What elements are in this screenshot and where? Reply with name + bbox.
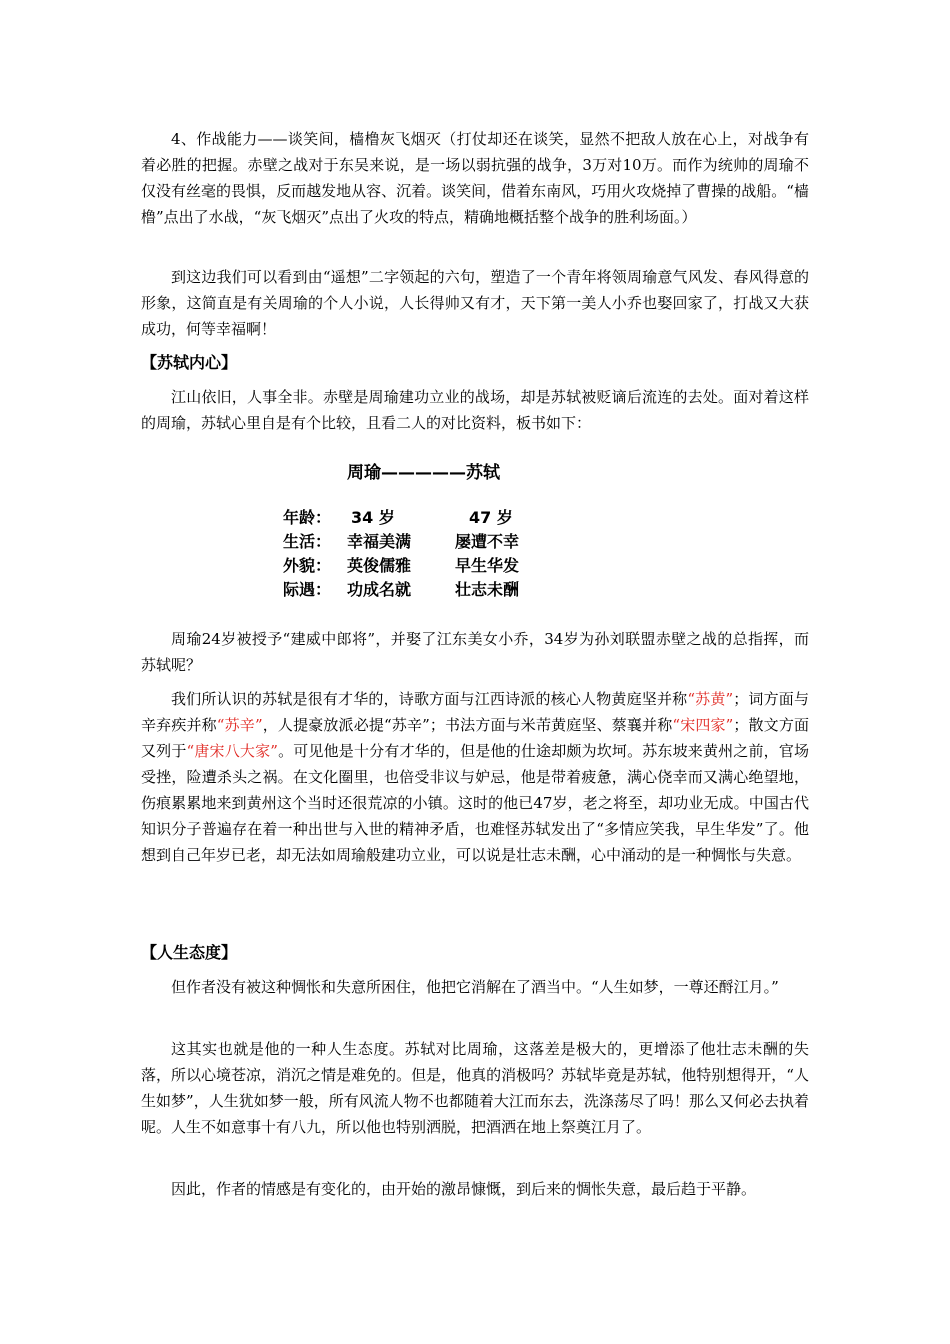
comparison-table	[283, 506, 519, 602]
paragraph-text: 但作者没有被这种惆怅和失意所困住，他把它消解在了酒当中。“人生如梦，一尊还酹江月。”	[171, 978, 779, 996]
zhouyu-value: 34 岁	[351, 508, 395, 527]
paragraph-zhouyu-image	[141, 264, 809, 342]
sushi-value: 屡遭不幸	[455, 532, 520, 551]
paragraph-text: 4、作战能力——谈笑间，樯橹灰飞烟灭（打仗却还在谈笑，显然不把敌人放在心上，对战争有着必胜的把握。赤壁之战对于东吴来说，是一场以弱抗强的战争，3万对10万。而作为统帅的周瑜不仅没有丝毫的畏惧，反而越发地从容、沉着。谈笑间，借着东南风，巧用火攻烧掉了曹操的战船。“樯橹”点出了水战，“灰飞烟灭”点出了火攻的特点，精确地概括整个战争的胜利场面。）	[141, 130, 809, 226]
text-run: ；词方面与辛弃疾并称	[141, 690, 809, 734]
zhouyu-value: 幸福美满	[347, 532, 412, 551]
row-label: 年龄：	[283, 508, 332, 527]
paragraph-comparison-intro	[141, 384, 809, 436]
comparison-row-fortune	[283, 578, 519, 602]
paragraph-life-attitude	[141, 1036, 809, 1140]
paragraph-zhouyu-age	[141, 626, 809, 678]
paragraph-text: 这其实也就是他的一种人生态度。苏轼对比周瑜，这落差是极大的，更增添了他壮志未酬的失落，所以心境苍凉，消沉之情是难免的。但是，他真的消极吗？苏轼毕竟是苏轼，他特别想得开，“人生如梦”，人生犹如梦一般，所有风流人物不也都随着大江而东去，洗涤荡尽了吗！那么又何必去执着呢。人生不如意事十有八九，所以他也特别洒脱，把酒洒在地上祭奠江月了。	[141, 1040, 809, 1136]
paragraph-combat-ability	[141, 126, 809, 230]
comparison-row-appearance	[283, 554, 519, 578]
highlight-tang-song-ba-da-jia: “唐宋八大家”	[186, 742, 278, 760]
paragraph-emotion-change	[141, 1176, 809, 1202]
row-label: 外貌：	[283, 556, 332, 575]
paragraph-wine	[141, 974, 809, 1000]
paragraph-sushi-talent	[141, 686, 809, 868]
heading-life-attitude: 【人生态度】	[141, 943, 238, 962]
zhouyu-value: 英俊儒雅	[347, 556, 412, 575]
sushi-value: 47 岁	[469, 508, 513, 527]
highlight-song-si-jia: “宋四家”	[672, 716, 734, 734]
text-run: 。可见他是十分有才华的，但是他的仕途却颇为坎坷。苏东坡来黄州之前，官场受挫，险遭杀头之祸。在文化圈里，也倍受非议与妒忌，他是带着疲惫，满心侥幸而又满心绝望地，伤痕累累地来到黄州这个当时还很荒凉的小镇。这时的他已47岁，老之将至，却功业无成。中国古代知识分子普遍存在着一种出世与入世的精神矛盾，也难怪苏轼发出了“多情应笑我，早生华发”了。他想到自己年岁已老，却无法如周瑜般建功立业，可以说是壮志未酬，心中涌动的是一种惆怅与失意。	[141, 742, 809, 864]
row-label: 生活：	[283, 532, 332, 551]
paragraph-text: 到这边我们可以看到由“遥想”二字领起的六句，塑造了一个青年将领周瑜意气风发、春风得意的形象，这简直是有关周瑜的个人小说，人长得帅又有才，天下第一美人小乔也娶回家了，打战又大获成功，何等幸福啊！	[141, 268, 809, 338]
highlight-su-xin: “苏辛”	[216, 716, 263, 734]
paragraph-text: 江山依旧，人事全非。赤壁是周瑜建功立业的战场，却是苏轼被贬谪后流连的去处。面对着这样的周瑜，苏轼心里自是有个比较，且看二人的对比资料，板书如下：	[141, 388, 809, 432]
text-run: ；散文方面又列于	[141, 716, 809, 760]
comparison-row-age	[283, 506, 519, 530]
highlight-su-huang: “苏黄”	[687, 690, 734, 708]
heading-sushi-inner: 【苏轼内心】	[141, 353, 238, 372]
paragraph-text: 周瑜24岁被授予“建威中郎将”，并娶了江东美女小乔，34岁为孙刘联盟赤壁之战的总指挥，而苏轼呢？	[141, 630, 809, 674]
text-run: 我们所认识的苏轼是很有才华的，诗歌方面与江西诗派的核心人物黄庭坚并称	[171, 690, 688, 708]
comparison-title: 周瑜—————苏轼	[347, 463, 500, 483]
comparison-row-life	[283, 530, 519, 554]
row-label: 际遇：	[283, 580, 332, 599]
paragraph-text: 因此，作者的情感是有变化的，由开始的激昂慷慨，到后来的惆怅失意，最后趋于平静。	[171, 1180, 757, 1198]
sushi-value: 壮志未酬	[455, 580, 520, 599]
zhouyu-value: 功成名就	[347, 580, 412, 599]
sushi-value: 早生华发	[455, 556, 520, 575]
text-run: ，人提豪放派必提“苏辛”；书法方面与米芾黄庭坚、蔡襄并称	[262, 716, 673, 734]
paragraph-text	[141, 686, 809, 868]
